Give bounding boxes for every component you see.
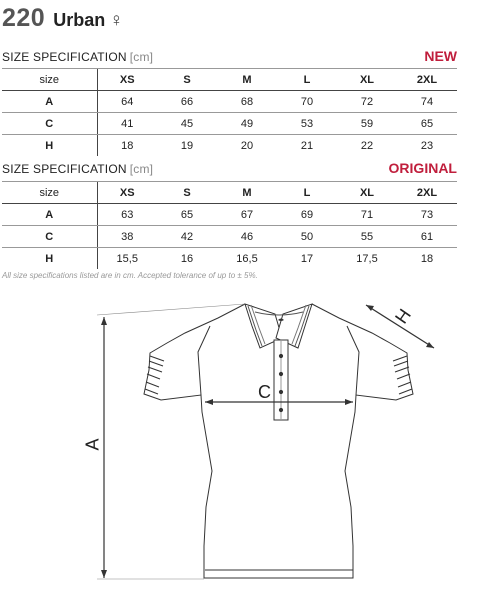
- column-header: L: [277, 69, 337, 91]
- table-cell: 64: [97, 91, 157, 113]
- table-cell: 45: [157, 113, 217, 135]
- column-header: M: [217, 69, 277, 91]
- column-header: M: [217, 182, 277, 204]
- column-header: XS: [97, 69, 157, 91]
- size-table-new: [2, 68, 457, 156]
- row-label: A: [2, 204, 97, 226]
- column-header: 2XL: [397, 182, 457, 204]
- table-row: [2, 135, 457, 157]
- column-header: XL: [337, 69, 397, 91]
- dimension-a: [97, 304, 245, 579]
- column-header: 2XL: [397, 69, 457, 91]
- column-header: size: [2, 182, 97, 204]
- table-cell: 55: [337, 226, 397, 248]
- dimension-a-label: A: [82, 438, 103, 451]
- table-cell: 15,5: [97, 248, 157, 270]
- product-code: 220: [2, 4, 46, 32]
- table-cell: 65: [397, 113, 457, 135]
- table-cell: 72: [337, 91, 397, 113]
- polo-shirt-diagram: [0, 290, 487, 591]
- table-cell: 59: [337, 113, 397, 135]
- table-cell: 65: [157, 204, 217, 226]
- table-cell: 67: [217, 204, 277, 226]
- table-row: [2, 91, 457, 113]
- original-tag: ORIGINAL: [388, 160, 457, 176]
- table-cell: 50: [277, 226, 337, 248]
- table-row: [2, 248, 457, 270]
- table-cell: 66: [157, 91, 217, 113]
- table-cell: 46: [217, 226, 277, 248]
- column-header: XS: [97, 182, 157, 204]
- row-label: A: [2, 91, 97, 113]
- table-cell: 16: [180, 252, 194, 265]
- female-symbol-icon: ♀: [109, 10, 124, 31]
- row-label: C: [2, 226, 97, 248]
- size-spec-heading: SIZE SPECIFICATION [cm]: [2, 162, 154, 176]
- table-cell: 18: [97, 135, 157, 157]
- table-cell: 17: [300, 252, 314, 265]
- row-label: H: [45, 252, 54, 265]
- table-cell: 20: [240, 139, 254, 152]
- table-cell: 21: [300, 139, 314, 152]
- table-cell: 68: [217, 91, 277, 113]
- table-cell: 53: [277, 113, 337, 135]
- unit-label: [cm]: [129, 162, 154, 176]
- table-cell: 61: [397, 226, 457, 248]
- table-cell: 49: [217, 113, 277, 135]
- table-cell: 71: [337, 204, 397, 226]
- table-row: [2, 226, 457, 248]
- table-cell: 19: [180, 139, 194, 152]
- table-cell: 73: [397, 204, 457, 226]
- table-cell: 23: [420, 139, 434, 152]
- row-label: H: [45, 139, 54, 152]
- table-header-row: [2, 182, 457, 204]
- table-cell: 74: [397, 91, 457, 113]
- row-label: C: [2, 113, 97, 135]
- table-cell: 18: [420, 252, 434, 265]
- column-header: S: [157, 69, 217, 91]
- table-cell: 17,5: [356, 252, 378, 265]
- dimension-c-label: C: [258, 382, 271, 402]
- column-header: XL: [337, 182, 397, 204]
- size-spec-header-new: [2, 48, 457, 64]
- product-title: [2, 4, 123, 33]
- table-cell: 41: [97, 113, 157, 135]
- column-header: L: [277, 182, 337, 204]
- dimension-h-label: H: [391, 305, 416, 328]
- table-cell: 42: [157, 226, 217, 248]
- size-spec-header-original: [2, 160, 457, 176]
- new-tag: NEW: [424, 48, 457, 64]
- table-row: [2, 113, 457, 135]
- product-name: Urban: [53, 10, 106, 30]
- unit-label: [cm]: [129, 50, 154, 64]
- column-header: S: [157, 182, 217, 204]
- table-cell: 69: [277, 204, 337, 226]
- table-cell: 70: [277, 91, 337, 113]
- tolerance-note: All size specifications listed are in cm. Accepted tolerance of up to ± 5%.: [2, 271, 258, 280]
- column-header: size: [2, 69, 97, 91]
- table-row: [2, 204, 457, 226]
- table-cell: 38: [97, 226, 157, 248]
- table-cell: 16,5: [236, 252, 258, 265]
- table-cell: 22: [360, 139, 374, 152]
- size-table-original: [2, 181, 457, 269]
- table-cell: 63: [97, 204, 157, 226]
- table-header-row: [2, 69, 457, 91]
- size-spec-heading: SIZE SPECIFICATION [cm]: [2, 50, 154, 64]
